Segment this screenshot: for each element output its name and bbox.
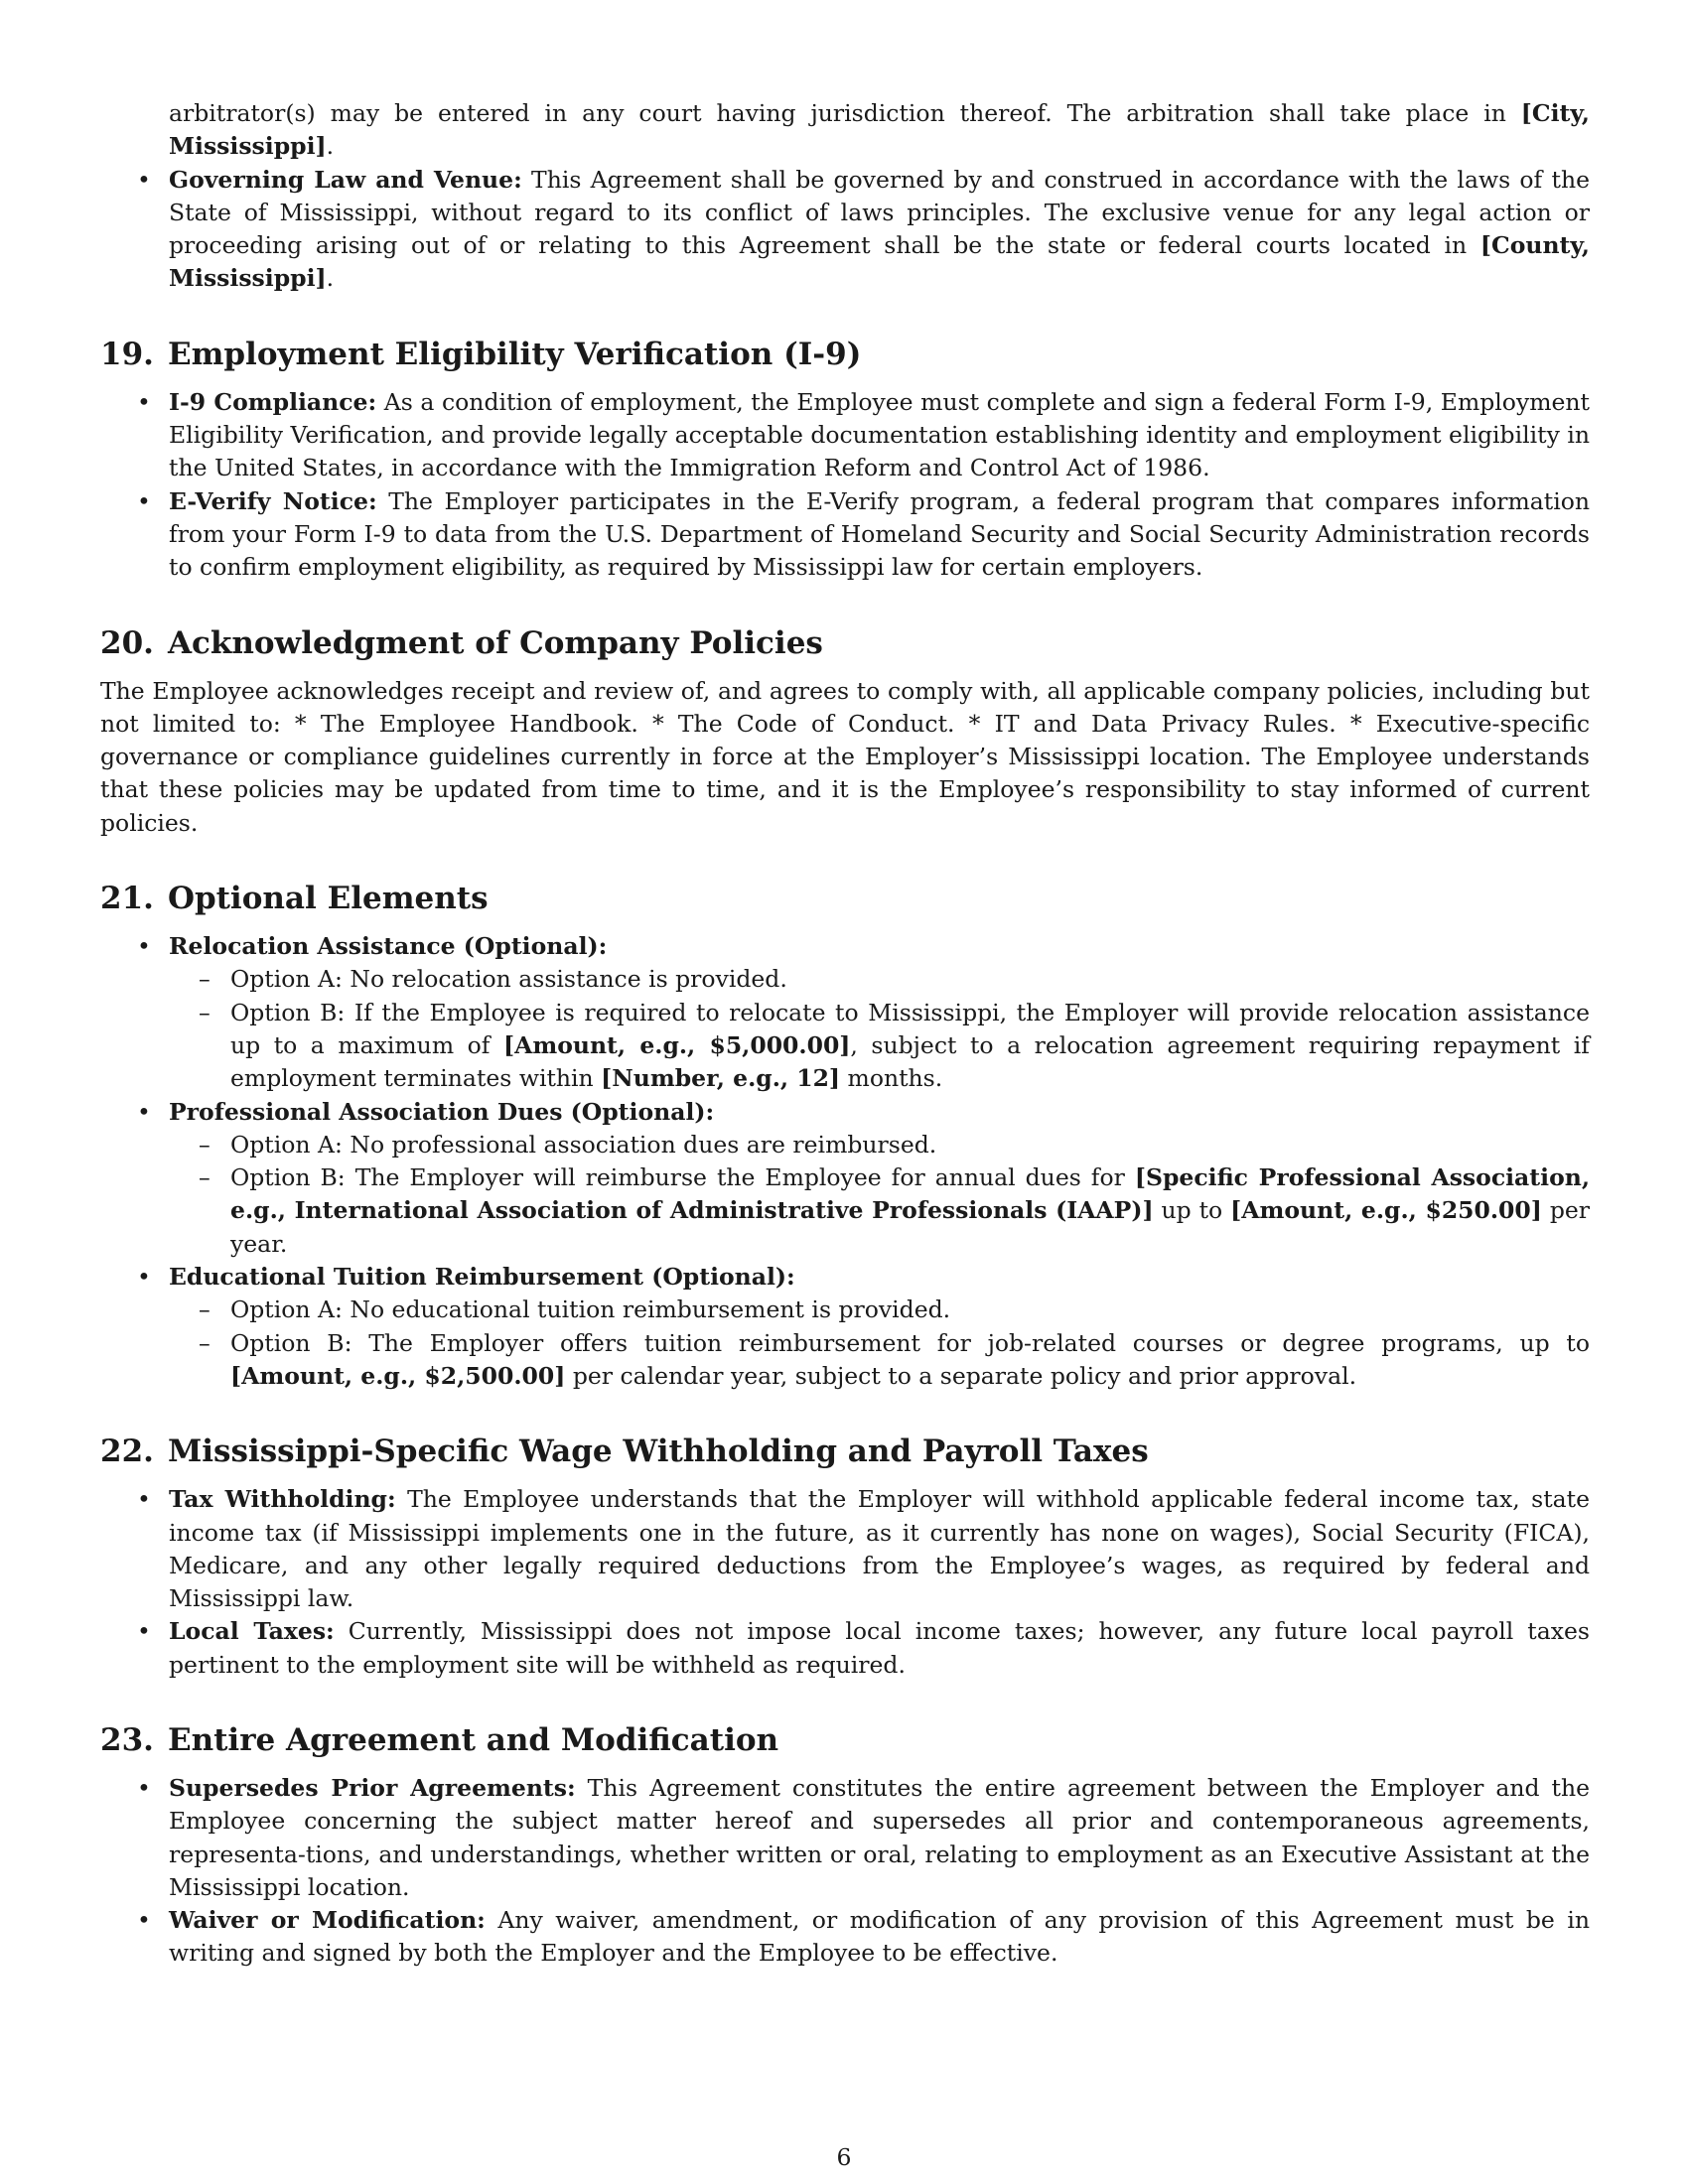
list-item: • Governing Law and Venue: This Agreement shall be governed by and construed in accordance with the laws of the State of Mississippi, without regard to its conflict of laws principles. The exclusive venue for any legal action or proceeding arising out of or relating to this Agreement shall be the state or federal courts located in [County, Mississippi]. [100, 164, 1590, 296]
section-19-heading: 19. Employment Eligibility Verification (I-9) [100, 336, 862, 372]
arbitration-continuation: arbitrator(s) may be entered in any court having jurisdiction thereof. The arbitration shall take place in [City, Mississippi]. [169, 99, 1590, 161]
list-item: • Supersedes Prior Agreements: This Agreement constitutes the entire agreement between the Employer and the Employee concerning the subject matter hereof and supersedes all prior and contemporaneous agreements, representa-tions, and understandings, whether written or oral, relating to employment as an Executive Assistant at the Mississippi location. [100, 1772, 1590, 1904]
section-22-heading: 22. Mississippi-Specific Wage Withholding and Payroll Taxes [100, 1433, 1149, 1470]
sub-list-item: – Option A: No educational tuition reimbursement is provided. [169, 1294, 1590, 1326]
list-item: • Local Taxes: Currently, Mississippi does not impose local income taxes; however, any future local payroll taxes pertinent to the employment site will be withheld as required. [100, 1615, 1590, 1682]
dues-options [169, 1129, 1590, 1261]
page-number: 6 [836, 2143, 852, 2171]
sub-list-item: – Option A: No professional association dues are reimbursed. [169, 1129, 1590, 1161]
section-21-heading: 21. Optional Elements [100, 881, 489, 917]
tuition-options [169, 1294, 1590, 1393]
section-23-list [100, 1772, 1590, 1971]
list-item: • Educational Tuition Reimbursement (Optional): – Option A: No educational tuition reimbursement is provided. – Option B: The Employer offers tuition reimbursement for job-related courses or degree programs, up to [Amount, e.g., $2,500.00] per calendar year, subject to a separate policy and prior approval. [100, 1261, 1590, 1393]
relocation-options [169, 963, 1590, 1095]
sub-list-item: – Option B: If the Employee is required to relocate to Mississippi, the Employer will provide relocation assistance up to a maximum of [Amount, e.g., $5,000.00], subject to a relocation agreement requiring repayment if employment terminates within [Number, e.g., 12] months. [169, 997, 1590, 1096]
section-22-list [100, 1483, 1590, 1682]
list-item: • Tax Withholding: The Employee understands that the Employer will withhold applicable federal income tax, state income tax (if Mississippi implements one in the future, as it currently has none on wages), Social Security (FICA), Medicare, and any other legally required deductions from the Employee’s wages, as required by federal and Mississippi law. [100, 1483, 1590, 1615]
list-item: • E-Verify Notice: The Employer participates in the E-Verify program, a federal program that compares information from your Form I-9 to data from the U.S. Department of Homeland Security and Social Security Administration records to confirm employment eligibility, as required by Mississippi law for certain employers. [100, 485, 1590, 585]
list-item: • Waiver or Modification: Any waiver, amendment, or modification of any provision of this Agreement must be in writing and signed by both the Employer and the Employee to be effective. [100, 1904, 1590, 1971]
section-18-list [100, 164, 1590, 296]
sub-list-item: – Option B: The Employer will reimburse the Employee for annual dues for [Specific Professional Association, e.g., International Association of Administrative Professionals (IAAP)] up to [Amount, e.g., $250.00] per year. [169, 1161, 1590, 1261]
section-21-list [100, 930, 1590, 1393]
section-23-heading: 23. Entire Agreement and Modification [100, 1721, 779, 1758]
list-item: • I-9 Compliance: As a condition of employment, the Employee must complete and sign a federal Form I-9, Employment Eligibility Verification, and provide legally acceptable documentation establishing identity and employment eligibility in the United States, in accordance with the Immigration Reform and Control Act of 1986. [100, 386, 1590, 485]
list-item: • Relocation Assistance (Optional): – Option A: No relocation assistance is provided. – Option B: If the Employee is required to relocate to Mississippi, the Employer will provide relocation assistance up to a maximum of [Amount, e.g., $5,000.00], subject to a relocation agreement requiring repayment if employment terminates within [Number, e.g., 12] months. [100, 930, 1590, 1095]
document-page [100, 97, 1590, 1971]
section-20-heading: 20. Acknowledgment of Company Policies [100, 624, 823, 661]
sub-list-item: – Option B: The Employer offers tuition reimbursement for job-related courses or degree programs, up to [Amount, e.g., $2,500.00] per calendar year, subject to a separate policy and prior approval. [169, 1327, 1590, 1394]
section-19-list [100, 386, 1590, 585]
sub-list-item: – Option A: No relocation assistance is provided. [169, 963, 1590, 996]
section-20-paragraph: The Employee acknowledges receipt and review of, and agrees to comply with, all applicable company policies, including but not limited to: * The Employee Handbook. * The Code of Conduct. * IT and Data Privacy Rules. * Executive-specific governance or compliance guidelines currently in force at the Employer’s Mississippi location. The Employee understands that these policies may be updated from time to time, and it is the Employee’s responsibility to stay informed of current policies. [100, 676, 1590, 837]
list-item: • Professional Association Dues (Optional): – Option A: No professional association dues are reimbursed. – Option B: The Employer will reimburse the Employee for annual dues for [Specific Professional Association, e.g., International Association of Administrative Professionals (IAAP)] up to [Amount, e.g., $250.00] per year. [100, 1096, 1590, 1261]
